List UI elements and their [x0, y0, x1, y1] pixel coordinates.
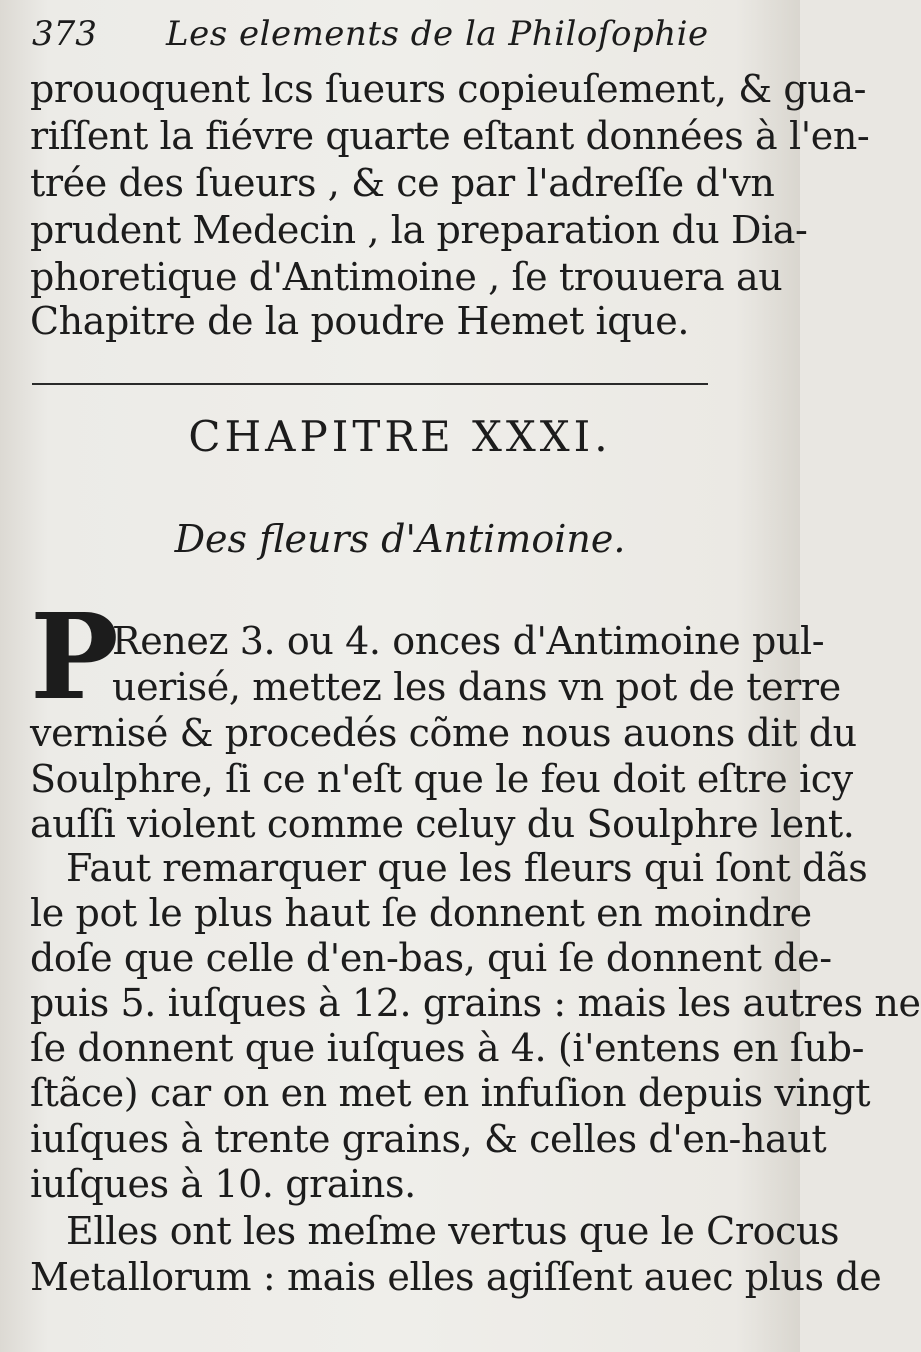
text-line: prouoquent lcs ſueurs copieuſement, & gua-: [30, 67, 867, 111]
text-line: riſſent la fiévre quarte eſtant données à l'en-: [30, 114, 870, 158]
text-line: le pot le plus haut ſe donnent en moindre: [30, 891, 812, 935]
text-line: vernisé & procedés cõme nous auons dit du: [30, 711, 857, 755]
text-line: prudent Medecin , la preparation du Dia-: [30, 208, 808, 252]
running-title: Les elements de la Philoſophie: [166, 14, 709, 54]
text-line: phoretique d'Antimoine , ſe trouuera au: [30, 255, 783, 299]
text-line: ſtãce) car on en met en infuſion depuis vingt: [30, 1071, 871, 1115]
text-line: uerisé, mettez les dans vn pot de terre: [112, 665, 841, 709]
text-line: Metallorum : mais elles agiſſent auec plus de: [30, 1255, 882, 1299]
text-line: iuſques à trente grains, & celles d'en-haut: [30, 1117, 827, 1161]
page-header: [28, 10, 748, 60]
text-line: iuſques à 10. grains.: [30, 1162, 416, 1206]
text-line: auſſi violent comme celuy du Soulphre lent.: [30, 802, 855, 846]
text-line: ſe donnent que iuſques à 4. (i'entens en ſub-: [30, 1026, 865, 1070]
text-line: Soulphre, ſi ce n'eſt que le feu doit eſtre icy: [30, 757, 853, 801]
text-line: Renez 3. ou 4. onces d'Antimoine pul-: [112, 619, 825, 663]
chapter-heading: CHAPITRE XXXI.: [188, 412, 612, 461]
text-line: Faut remarquer que les fleurs qui ſont dãs: [66, 846, 868, 890]
text-line: doſe que celle d'en-bas, qui ſe donnent de-: [30, 936, 832, 980]
page-number: 373: [32, 14, 97, 54]
text-line: trée des ſueurs , & ce par l'adreſſe d'vn: [30, 161, 775, 205]
text-line: Chapitre de la poudre Hemet ique.: [30, 299, 690, 343]
text-line: Elles ont les meſme vertus que le Crocus: [66, 1209, 840, 1253]
chapter-subtitle: Des fleurs d'Antimoine.: [174, 517, 626, 561]
section-divider: [32, 383, 708, 385]
drop-cap: P: [30, 587, 119, 726]
text-line: puis 5. iuſques à 12. grains : mais les autres ne: [30, 981, 921, 1025]
